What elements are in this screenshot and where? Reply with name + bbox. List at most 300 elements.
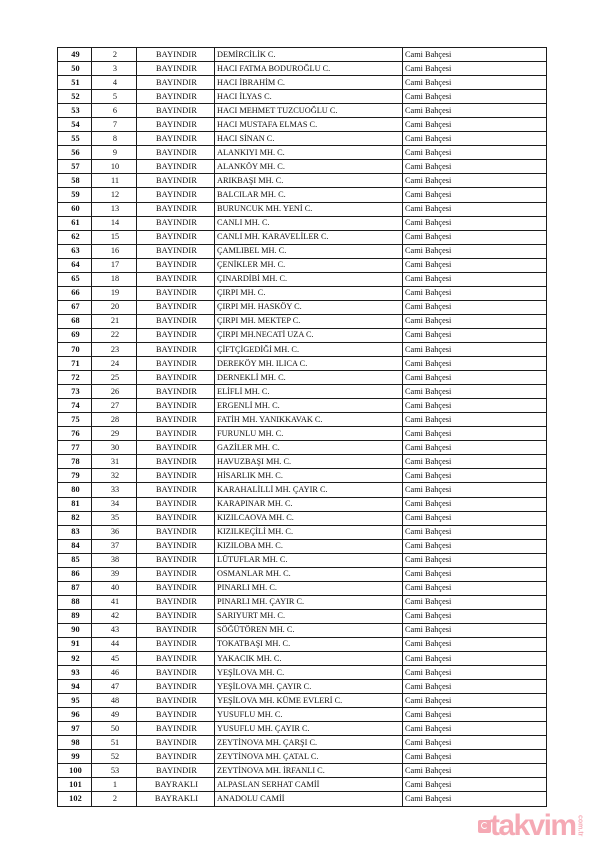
mosque-name-cell: SARIYURT MH. C. xyxy=(215,609,403,623)
table-row xyxy=(58,314,547,328)
location-cell: Cami Bahçesi xyxy=(403,118,547,132)
sequence-cell: 7 xyxy=(92,118,137,132)
sequence-cell: 6 xyxy=(92,104,137,118)
mosque-name-cell: ELİFLİ MH. C. xyxy=(215,385,403,399)
location-cell: Cami Bahçesi xyxy=(403,623,547,637)
district-cell: BAYINDIR xyxy=(137,750,215,764)
mosque-name-cell: DERNEKLİ MH. C. xyxy=(215,371,403,385)
row-number-cell: 50 xyxy=(58,62,92,76)
table-row xyxy=(58,680,547,694)
district-cell: BAYINDIR xyxy=(137,652,215,666)
mosque-name-cell: PINARLI MH. C. xyxy=(215,581,403,595)
table-row xyxy=(58,637,547,651)
table-row xyxy=(58,286,547,300)
table-row xyxy=(58,413,547,427)
location-cell: Cami Bahçesi xyxy=(403,750,547,764)
row-number-cell: 55 xyxy=(58,132,92,146)
sequence-cell: 48 xyxy=(92,694,137,708)
mosque-name-cell: ÇIRPI MH. C. xyxy=(215,286,403,300)
district-cell: BAYINDIR xyxy=(137,146,215,160)
row-number-cell: 82 xyxy=(58,511,92,525)
mosque-name-cell: DEMİRCİLİK C. xyxy=(215,48,403,62)
row-number-cell: 96 xyxy=(58,708,92,722)
table-row xyxy=(58,553,547,567)
location-cell: Cami Bahçesi xyxy=(403,216,547,230)
district-cell: BAYINDIR xyxy=(137,371,215,385)
mosque-name-cell: ÇIRPI MH. HASKÖY C. xyxy=(215,300,403,314)
table-row xyxy=(58,708,547,722)
table-row xyxy=(58,118,547,132)
district-cell: BAYINDIR xyxy=(137,539,215,553)
district-cell: BAYINDIR xyxy=(137,357,215,371)
row-number-cell: 71 xyxy=(58,357,92,371)
district-cell: BAYINDIR xyxy=(137,230,215,244)
location-cell: Cami Bahçesi xyxy=(403,90,547,104)
sequence-cell: 28 xyxy=(92,413,137,427)
table-row xyxy=(58,399,547,413)
mosque-name-cell: GAZİLER MH. C. xyxy=(215,441,403,455)
table-row xyxy=(58,385,547,399)
row-number-cell: 79 xyxy=(58,469,92,483)
district-cell: BAYRAKLI xyxy=(137,792,215,806)
district-cell: BAYINDIR xyxy=(137,666,215,680)
table-row xyxy=(58,666,547,680)
sequence-cell: 12 xyxy=(92,188,137,202)
sequence-cell: 15 xyxy=(92,230,137,244)
location-cell: Cami Bahçesi xyxy=(403,581,547,595)
table-row xyxy=(58,722,547,736)
table-row xyxy=(58,300,547,314)
sequence-cell: 33 xyxy=(92,483,137,497)
district-cell: BAYINDIR xyxy=(137,694,215,708)
sequence-cell: 14 xyxy=(92,216,137,230)
mosque-name-cell: ÇİFTÇİGEDİĞİ MH. C. xyxy=(215,342,403,356)
location-cell: Cami Bahçesi xyxy=(403,595,547,609)
district-cell: BAYINDIR xyxy=(137,328,215,342)
mosque-name-cell: ÇIRPI MH.NECATİ UZA C. xyxy=(215,328,403,342)
location-cell: Cami Bahçesi xyxy=(403,371,547,385)
location-cell: Cami Bahçesi xyxy=(403,230,547,244)
row-number-cell: 75 xyxy=(58,413,92,427)
district-cell: BAYINDIR xyxy=(137,764,215,778)
mosque-name-cell: ÇINARDİBİ MH. C. xyxy=(215,272,403,286)
table-row xyxy=(58,230,547,244)
district-cell: BAYINDIR xyxy=(137,90,215,104)
location-cell: Cami Bahçesi xyxy=(403,666,547,680)
sequence-cell: 43 xyxy=(92,623,137,637)
district-cell: BAYINDIR xyxy=(137,469,215,483)
mosque-name-cell: PINARLI MH. ÇAYIR C. xyxy=(215,595,403,609)
row-number-cell: 80 xyxy=(58,483,92,497)
table-row xyxy=(58,581,547,595)
district-cell: BAYINDIR xyxy=(137,637,215,651)
location-cell: Cami Bahçesi xyxy=(403,680,547,694)
district-cell: BAYINDIR xyxy=(137,314,215,328)
sequence-cell: 30 xyxy=(92,441,137,455)
mosque-name-cell: ALANKIYI MH. C. xyxy=(215,146,403,160)
table-row xyxy=(58,188,547,202)
row-number-cell: 88 xyxy=(58,595,92,609)
row-number-cell: 100 xyxy=(58,764,92,778)
district-cell: BAYINDIR xyxy=(137,427,215,441)
sequence-cell: 42 xyxy=(92,609,137,623)
mosque-listing-table-container xyxy=(57,47,546,807)
location-cell: Cami Bahçesi xyxy=(403,441,547,455)
district-cell: BAYINDIR xyxy=(137,441,215,455)
table-row xyxy=(58,342,547,356)
mosque-name-cell: DEREKÖY MH. ILICA C. xyxy=(215,357,403,371)
mosque-name-cell: HACI İBRAHİM C. xyxy=(215,76,403,90)
sequence-cell: 20 xyxy=(92,300,137,314)
mosque-name-cell: HACI SİNAN C. xyxy=(215,132,403,146)
row-number-cell: 49 xyxy=(58,48,92,62)
sequence-cell: 45 xyxy=(92,652,137,666)
district-cell: BAYINDIR xyxy=(137,202,215,216)
mosque-name-cell: BURUNCUK MH. YENİ C. xyxy=(215,202,403,216)
sequence-cell: 44 xyxy=(92,637,137,651)
mosque-listing-table xyxy=(57,47,547,807)
location-cell: Cami Bahçesi xyxy=(403,160,547,174)
table-row xyxy=(58,76,547,90)
location-cell: Cami Bahçesi xyxy=(403,174,547,188)
district-cell: BAYINDIR xyxy=(137,736,215,750)
mosque-name-cell: HACI MEHMET TUZCUOĞLU C. xyxy=(215,104,403,118)
table-row xyxy=(58,244,547,258)
row-number-cell: 91 xyxy=(58,637,92,651)
mosque-name-cell: KIZILCAOVA MH. C. xyxy=(215,511,403,525)
mosque-name-cell: ERGENLİ MH. C. xyxy=(215,399,403,413)
sequence-cell: 50 xyxy=(92,722,137,736)
mosque-name-cell: HİSARLIK MH. C. xyxy=(215,469,403,483)
table-row xyxy=(58,567,547,581)
row-number-cell: 53 xyxy=(58,104,92,118)
mosque-name-cell: HAVUZBAŞI MH. C. xyxy=(215,455,403,469)
sequence-cell: 35 xyxy=(92,511,137,525)
mosque-name-cell: KIZILOBA MH. C. xyxy=(215,539,403,553)
location-cell: Cami Bahçesi xyxy=(403,511,547,525)
table-row xyxy=(58,371,547,385)
mosque-name-cell: YEŞİLOVA MH. KÜME EVLERİ C. xyxy=(215,694,403,708)
sequence-cell: 41 xyxy=(92,595,137,609)
location-cell: Cami Bahçesi xyxy=(403,188,547,202)
row-number-cell: 68 xyxy=(58,314,92,328)
district-cell: BAYINDIR xyxy=(137,118,215,132)
table-row xyxy=(58,483,547,497)
sequence-cell: 5 xyxy=(92,90,137,104)
location-cell: Cami Bahçesi xyxy=(403,314,547,328)
sequence-cell: 2 xyxy=(92,48,137,62)
district-cell: BAYINDIR xyxy=(137,525,215,539)
district-cell: BAYINDIR xyxy=(137,497,215,511)
row-number-cell: 93 xyxy=(58,666,92,680)
district-cell: BAYINDIR xyxy=(137,623,215,637)
location-cell: Cami Bahçesi xyxy=(403,792,547,806)
sequence-cell: 53 xyxy=(92,764,137,778)
sequence-cell: 51 xyxy=(92,736,137,750)
table-row xyxy=(58,764,547,778)
district-cell: BAYINDIR xyxy=(137,286,215,300)
table-row xyxy=(58,357,547,371)
mosque-name-cell: ÇIRPI MH. MEKTEP C. xyxy=(215,314,403,328)
sequence-cell: 31 xyxy=(92,455,137,469)
mosque-name-cell: ARIKBAŞI MH. C. xyxy=(215,174,403,188)
sequence-cell: 8 xyxy=(92,132,137,146)
location-cell: Cami Bahçesi xyxy=(403,132,547,146)
location-cell: Cami Bahçesi xyxy=(403,202,547,216)
location-cell: Cami Bahçesi xyxy=(403,764,547,778)
location-cell: Cami Bahçesi xyxy=(403,342,547,356)
location-cell: Cami Bahçesi xyxy=(403,385,547,399)
table-row xyxy=(58,202,547,216)
sequence-cell: 36 xyxy=(92,525,137,539)
turkish-flag-icon xyxy=(478,820,491,833)
district-cell: BAYINDIR xyxy=(137,722,215,736)
sequence-cell: 32 xyxy=(92,469,137,483)
sequence-cell: 52 xyxy=(92,750,137,764)
table-row xyxy=(58,525,547,539)
mosque-name-cell: YUSUFLU MH. ÇAYIR C. xyxy=(215,722,403,736)
location-cell: Cami Bahçesi xyxy=(403,328,547,342)
row-number-cell: 70 xyxy=(58,342,92,356)
row-number-cell: 101 xyxy=(58,778,92,792)
table-row xyxy=(58,623,547,637)
location-cell: Cami Bahçesi xyxy=(403,539,547,553)
district-cell: BAYINDIR xyxy=(137,385,215,399)
location-cell: Cami Bahçesi xyxy=(403,609,547,623)
table-row xyxy=(58,132,547,146)
table-row xyxy=(58,48,547,62)
table-row xyxy=(58,792,547,806)
district-cell: BAYINDIR xyxy=(137,680,215,694)
location-cell: Cami Bahçesi xyxy=(403,146,547,160)
row-number-cell: 64 xyxy=(58,258,92,272)
sequence-cell: 27 xyxy=(92,399,137,413)
location-cell: Cami Bahçesi xyxy=(403,286,547,300)
table-row xyxy=(58,750,547,764)
mosque-name-cell: HACI İLYAS C. xyxy=(215,90,403,104)
district-cell: BAYINDIR xyxy=(137,609,215,623)
mosque-name-cell: YEŞİLOVA MH. C. xyxy=(215,666,403,680)
sequence-cell: 2 xyxy=(92,792,137,806)
row-number-cell: 85 xyxy=(58,553,92,567)
sequence-cell: 29 xyxy=(92,427,137,441)
location-cell: Cami Bahçesi xyxy=(403,553,547,567)
row-number-cell: 102 xyxy=(58,792,92,806)
district-cell: BAYINDIR xyxy=(137,160,215,174)
table-row xyxy=(58,146,547,160)
location-cell: Cami Bahçesi xyxy=(403,525,547,539)
district-cell: BAYINDIR xyxy=(137,413,215,427)
row-number-cell: 84 xyxy=(58,539,92,553)
table-row xyxy=(58,272,547,286)
location-cell: Cami Bahçesi xyxy=(403,708,547,722)
mosque-name-cell: CANLI MH. C. xyxy=(215,216,403,230)
sequence-cell: 40 xyxy=(92,581,137,595)
location-cell: Cami Bahçesi xyxy=(403,413,547,427)
row-number-cell: 51 xyxy=(58,76,92,90)
sequence-cell: 18 xyxy=(92,272,137,286)
row-number-cell: 89 xyxy=(58,609,92,623)
sequence-cell: 9 xyxy=(92,146,137,160)
location-cell: Cami Bahçesi xyxy=(403,244,547,258)
table-row xyxy=(58,469,547,483)
mosque-name-cell: HACI FATMA BODUROĞLU C. xyxy=(215,62,403,76)
location-cell: Cami Bahçesi xyxy=(403,567,547,581)
table-row xyxy=(58,511,547,525)
district-cell: BAYINDIR xyxy=(137,174,215,188)
sequence-cell: 13 xyxy=(92,202,137,216)
table-row xyxy=(58,258,547,272)
row-number-cell: 60 xyxy=(58,202,92,216)
table-row xyxy=(58,104,547,118)
district-cell: BAYINDIR xyxy=(137,342,215,356)
row-number-cell: 61 xyxy=(58,216,92,230)
district-cell: BAYINDIR xyxy=(137,76,215,90)
location-cell: Cami Bahçesi xyxy=(403,694,547,708)
row-number-cell: 65 xyxy=(58,272,92,286)
mosque-name-cell: YEŞİLOVA MH. ÇAYIR C. xyxy=(215,680,403,694)
table-row xyxy=(58,62,547,76)
mosque-name-cell: OSMANLAR MH. C. xyxy=(215,567,403,581)
table-row xyxy=(58,595,547,609)
location-cell: Cami Bahçesi xyxy=(403,736,547,750)
mosque-name-cell: ZEYTİNOVA MH. ÇARŞI C. xyxy=(215,736,403,750)
sequence-cell: 4 xyxy=(92,76,137,90)
location-cell: Cami Bahçesi xyxy=(403,300,547,314)
row-number-cell: 56 xyxy=(58,146,92,160)
row-number-cell: 63 xyxy=(58,244,92,258)
location-cell: Cami Bahçesi xyxy=(403,455,547,469)
sequence-cell: 21 xyxy=(92,314,137,328)
table-row xyxy=(58,609,547,623)
location-cell: Cami Bahçesi xyxy=(403,778,547,792)
location-cell: Cami Bahçesi xyxy=(403,427,547,441)
row-number-cell: 59 xyxy=(58,188,92,202)
table-row xyxy=(58,694,547,708)
row-number-cell: 99 xyxy=(58,750,92,764)
takvim-watermark xyxy=(478,810,594,842)
district-cell: BAYINDIR xyxy=(137,62,215,76)
district-cell: BAYINDIR xyxy=(137,581,215,595)
location-cell: Cami Bahçesi xyxy=(403,76,547,90)
table-row xyxy=(58,455,547,469)
sequence-cell: 11 xyxy=(92,174,137,188)
mosque-name-cell: TOKATBAŞI MH. C. xyxy=(215,637,403,651)
table-row xyxy=(58,539,547,553)
row-number-cell: 83 xyxy=(58,525,92,539)
row-number-cell: 86 xyxy=(58,567,92,581)
watermark-brand: takvim xyxy=(490,809,576,842)
table-row xyxy=(58,328,547,342)
district-cell: BAYINDIR xyxy=(137,455,215,469)
mosque-name-cell: FATİH MH. YANIKKAVAK C. xyxy=(215,413,403,427)
district-cell: BAYINDIR xyxy=(137,104,215,118)
table-row xyxy=(58,778,547,792)
sequence-cell: 47 xyxy=(92,680,137,694)
mosque-name-cell: ANADOLU CAMİİ xyxy=(215,792,403,806)
table-row xyxy=(58,652,547,666)
table-row xyxy=(58,216,547,230)
mosque-name-cell: KARAPINAR MH. C. xyxy=(215,497,403,511)
location-cell: Cami Bahçesi xyxy=(403,48,547,62)
district-cell: BAYINDIR xyxy=(137,708,215,722)
row-number-cell: 57 xyxy=(58,160,92,174)
location-cell: Cami Bahçesi xyxy=(403,399,547,413)
district-cell: BAYINDIR xyxy=(137,567,215,581)
row-number-cell: 72 xyxy=(58,371,92,385)
row-number-cell: 94 xyxy=(58,680,92,694)
district-cell: BAYINDIR xyxy=(137,244,215,258)
mosque-name-cell: CANLI MH. KARAVELİLER C. xyxy=(215,230,403,244)
sequence-cell: 38 xyxy=(92,553,137,567)
row-number-cell: 76 xyxy=(58,427,92,441)
sequence-cell: 46 xyxy=(92,666,137,680)
location-cell: Cami Bahçesi xyxy=(403,357,547,371)
mosque-name-cell: ZEYTİNOVA MH. İRFANLI C. xyxy=(215,764,403,778)
sequence-cell: 26 xyxy=(92,385,137,399)
mosque-name-cell: ALANKÖY MH. C. xyxy=(215,160,403,174)
location-cell: Cami Bahçesi xyxy=(403,722,547,736)
mosque-name-cell: ÇAMLIBEL MH. C. xyxy=(215,244,403,258)
row-number-cell: 67 xyxy=(58,300,92,314)
row-number-cell: 77 xyxy=(58,441,92,455)
watermark-tld: com.tr xyxy=(576,815,584,837)
sequence-cell: 10 xyxy=(92,160,137,174)
district-cell: BAYINDIR xyxy=(137,48,215,62)
district-cell: BAYINDIR xyxy=(137,300,215,314)
mosque-name-cell: BALCILAR MH. C. xyxy=(215,188,403,202)
row-number-cell: 92 xyxy=(58,652,92,666)
mosque-name-cell: ALPASLAN SERHAT CAMİİ xyxy=(215,778,403,792)
mosque-name-cell: HACI MUSTAFA ELMAS C. xyxy=(215,118,403,132)
table-row xyxy=(58,174,547,188)
table-row xyxy=(58,427,547,441)
mosque-name-cell: ÇENİKLER MH. C. xyxy=(215,258,403,272)
location-cell: Cami Bahçesi xyxy=(403,483,547,497)
location-cell: Cami Bahçesi xyxy=(403,469,547,483)
district-cell: BAYINDIR xyxy=(137,553,215,567)
row-number-cell: 54 xyxy=(58,118,92,132)
district-cell: BAYINDIR xyxy=(137,188,215,202)
sequence-cell: 19 xyxy=(92,286,137,300)
table-row xyxy=(58,441,547,455)
location-cell: Cami Bahçesi xyxy=(403,652,547,666)
table-row xyxy=(58,90,547,104)
table-row xyxy=(58,736,547,750)
row-number-cell: 69 xyxy=(58,328,92,342)
district-cell: BAYINDIR xyxy=(137,132,215,146)
district-cell: BAYINDIR xyxy=(137,483,215,497)
sequence-cell: 17 xyxy=(92,258,137,272)
mosque-name-cell: KARAHALİLLİ MH. ÇAYIR C. xyxy=(215,483,403,497)
location-cell: Cami Bahçesi xyxy=(403,258,547,272)
sequence-cell: 34 xyxy=(92,497,137,511)
row-number-cell: 97 xyxy=(58,722,92,736)
district-cell: BAYINDIR xyxy=(137,399,215,413)
row-number-cell: 87 xyxy=(58,581,92,595)
row-number-cell: 58 xyxy=(58,174,92,188)
table-body xyxy=(58,48,547,807)
row-number-cell: 81 xyxy=(58,497,92,511)
sequence-cell: 3 xyxy=(92,62,137,76)
location-cell: Cami Bahçesi xyxy=(403,637,547,651)
district-cell: BAYINDIR xyxy=(137,511,215,525)
location-cell: Cami Bahçesi xyxy=(403,104,547,118)
district-cell: BAYRAKLI xyxy=(137,778,215,792)
row-number-cell: 73 xyxy=(58,385,92,399)
row-number-cell: 90 xyxy=(58,623,92,637)
mosque-name-cell: YUSUFLU MH. C. xyxy=(215,708,403,722)
